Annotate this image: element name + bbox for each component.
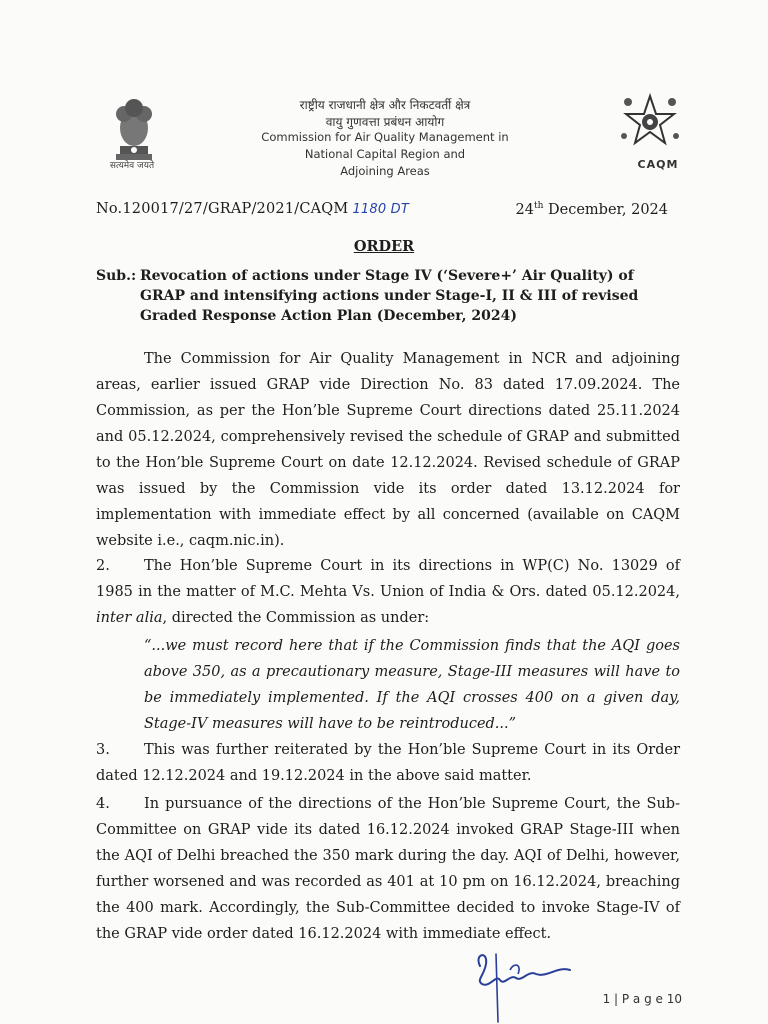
subject-line1	[96, 266, 680, 286]
caqm-logo-icon	[614, 88, 686, 160]
date-suffix: th	[533, 201, 544, 211]
signature-icon	[466, 944, 576, 1024]
header-hindi-line1: राष्ट्रीय राजधानी क्षेत्र और निकटवर्ती क्षेत्र	[299, 98, 471, 112]
header-hindi-line2: वायु गुणवत्ता प्रबंधन आयोग	[325, 115, 445, 129]
paragraph-4	[96, 791, 680, 947]
paragraph-3-number: 3.	[96, 742, 110, 758]
handwritten-dispatch-number: 1180 DT	[352, 202, 410, 217]
paragraph-2-text-a: The Hon’ble Supreme Court in its directions in WP(C) No. 13029 of 1985 in the matter of M.C. Mehta Vs. Union of India & Ors. dated 05.12.2024,	[96, 558, 680, 600]
emblem-motto: सत्यमेव जयते	[109, 161, 155, 171]
paragraph-2	[96, 553, 680, 631]
page-number: 1 | P a g e 10	[602, 992, 682, 1006]
paragraph-3-text: This was further reiterated by the Hon’ble Supreme Court in its Order dated 12.12.2024 and 19.12.2024 in the above said matter.	[96, 742, 680, 784]
paragraph-2-italic: inter alia	[96, 610, 163, 626]
caqm-logo-text: CAQM	[637, 158, 679, 171]
header-english-line2: National Capital Region and	[304, 147, 466, 161]
header-english-line1: Commission for Air Quality Management in	[261, 130, 509, 144]
date-rest: December, 2024	[543, 201, 668, 218]
date-day: 24	[515, 201, 534, 218]
paragraph-3	[96, 737, 680, 789]
subject-line2: GRAP and intensifying actions under Stage-I, II & III of revised	[140, 288, 639, 304]
subject-block	[96, 266, 680, 326]
subject-line3: Graded Response Action Plan (December, 2024)	[140, 308, 517, 324]
court-quote: “...we must record here that if the Commission finds that the AQI goes above 350, as a precautionary measure, Stage-III measures will have to be immediately implemented. If the AQI crosses 400 on a given day, Stage-IV measures will have to be reintroduced...”	[144, 638, 680, 732]
paragraph-4-number: 4.	[96, 796, 110, 812]
subject-label: Sub.:	[96, 268, 137, 284]
paragraph-1-text: The Commission for Air Quality Management in NCR and adjoining areas, earlier issued GRAP vide Direction No. 83 dated 17.09.2024. The Commission, as per the Hon’ble Supreme Court directions dated 25.11.2024 and 05.12.2024, comprehensively revised the schedule of GRAP and submitted to the Hon’ble Supreme Court on date 12.12.2024. Revised schedule of GRAP was issued by the Commission vide its order dated 13.12.2024 for implementation with immediate effect by all concerned (available on CAQM website i.e., caqm.nic.in).	[96, 351, 680, 549]
paragraph-2-text-b: , directed the Commission as under:	[162, 610, 430, 626]
reference-number-text: No.120017/27/GRAP/2021/CAQM	[96, 201, 349, 217]
subject-text-1: Revocation of actions under Stage IV (‘Severe+’ Air Quality) of	[140, 268, 634, 284]
paragraph-1	[96, 346, 680, 554]
order-title: ORDER	[353, 238, 415, 255]
reference-number	[96, 201, 409, 217]
order-date	[516, 201, 668, 218]
paragraph-2-number: 2.	[96, 558, 110, 574]
header-english-line3: Adjoining Areas	[340, 164, 430, 178]
paragraph-4-text: In pursuance of the directions of the Hon’ble Supreme Court, the Sub-Committee on GRAP vide its dated 16.12.2024 invoked GRAP Stage-III when the AQI of Delhi breached the 350 mark during the day. AQI of Delhi, however, further worsened and was recorded as 401 at 10 pm on 16.12.2024, breaching the 400 mark. Accordingly, the Sub-Committee decided to invoke Stage-IV of the GRAP vide order dated 16.12.2024 with immediate effect.	[96, 796, 680, 942]
